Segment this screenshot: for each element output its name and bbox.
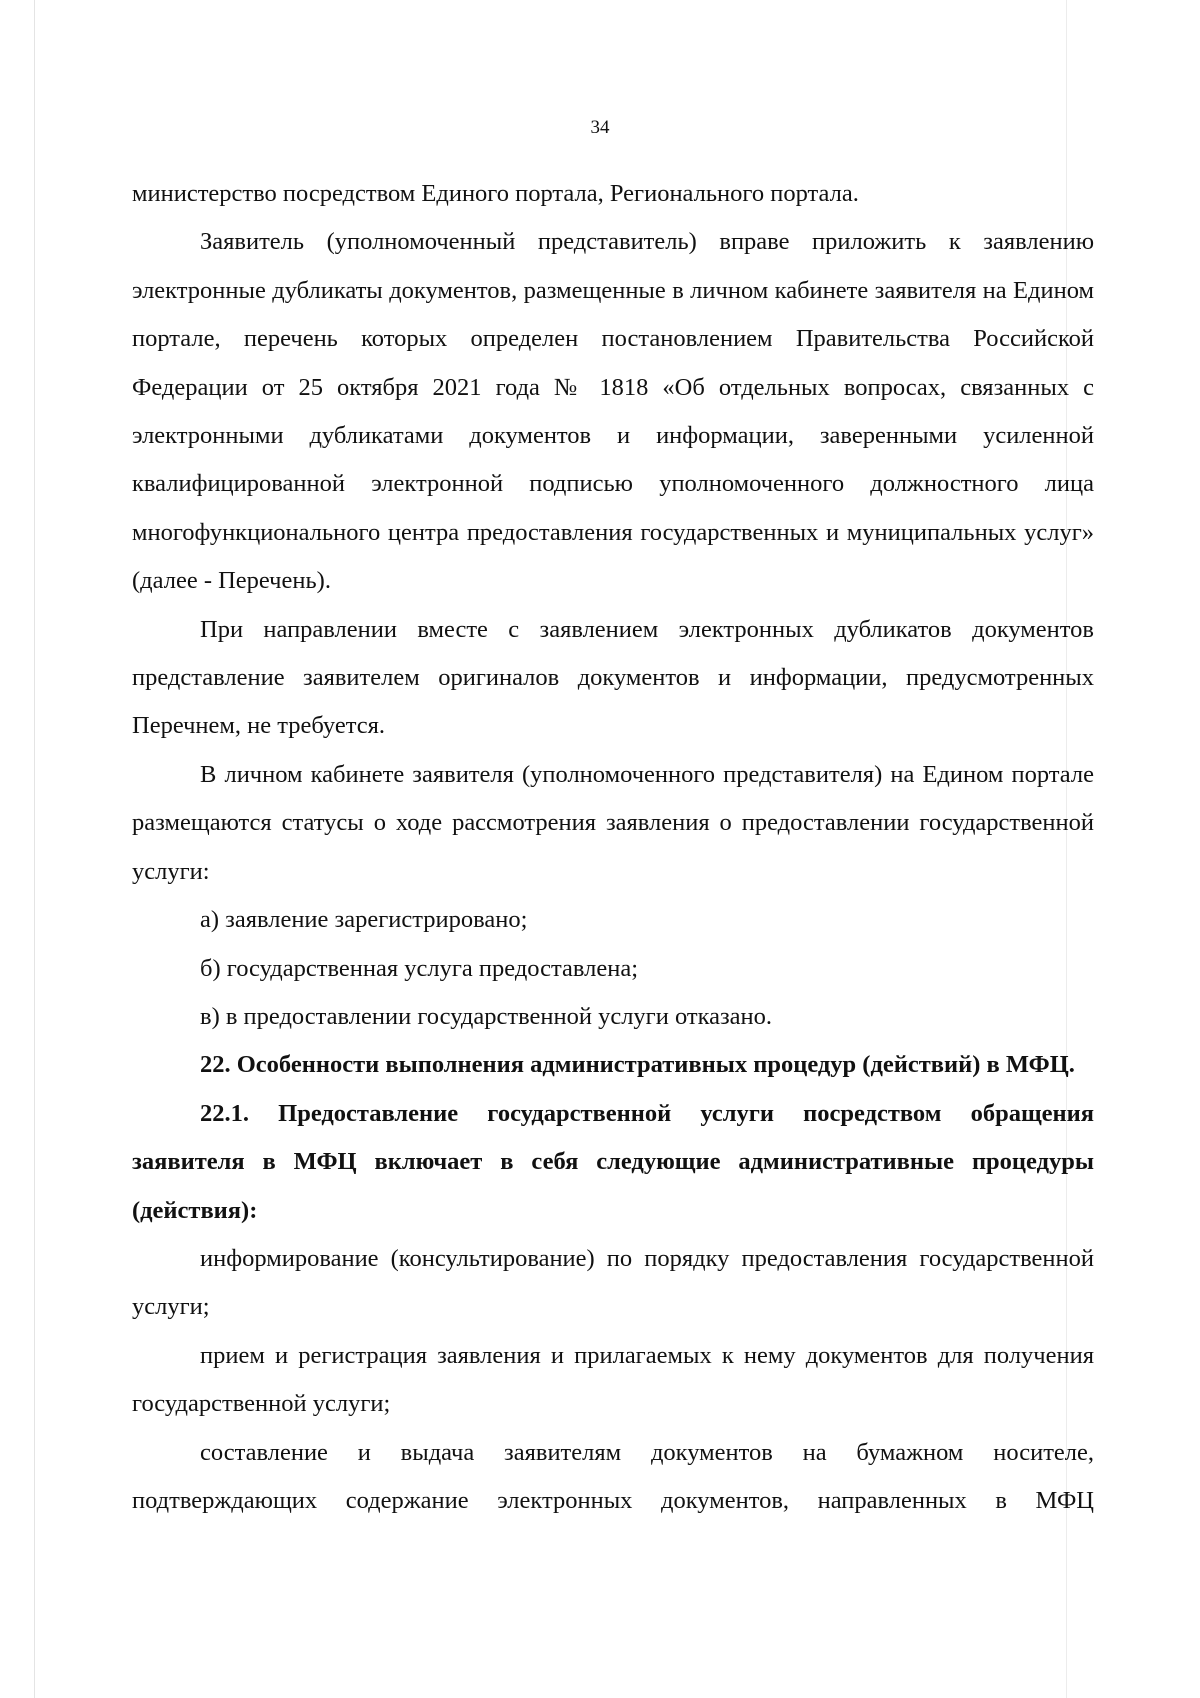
paragraph-electronic-duplicates: Заявитель (уполномоченный представитель) вправе приложить к заявлению электронные дубликаты документов, размещенные в личном кабинете заявителя на Едином портале, перечень которых определен постановлением Правительства Российской Федерации от 25 октября 2021 года № 1818 «Об отдельных вопросах, связанных с электронными дубликатами документов и информации, заверенными усиленной квалифицированной электронной подписью уполномоченного должностного лица многофункционального центра предоставления государственных и муниципальных услуг» (далее - Перечень). xyxy=(132,228,1094,595)
document-body xyxy=(132,170,1094,1525)
procedure-item-reception: прием и регистрация заявления и прилагаемых к нему документов для получения государственной услуги; xyxy=(132,1341,1094,1418)
procedure-item-issuance: составление и выдача заявителям документов на бумажном носителе, подтверждающих содержание электронных документов, направленных в МФЦ xyxy=(132,1438,1094,1514)
subsection-heading-22-1: 22.1. Предоставление государственной услуги посредством обращения заявителя в МФЦ включает в себя следующие административные процедуры (действия): xyxy=(132,1099,1094,1224)
paragraph-originals-not-required: При направлении вместе с заявлением электронных дубликатов документов представление заявителем оригиналов документов и информации, предусмотренных Перечнем, не требуется. xyxy=(132,615,1094,740)
scan-edge-left xyxy=(34,0,35,1698)
status-item-provided: б) государственная услуга предоставлена; xyxy=(200,954,639,982)
procedure-item-informing: информирование (консультирование) по порядку предоставления государственной услуги; xyxy=(132,1244,1094,1321)
status-item-refused: в) в предоставлении государственной услуги отказано. xyxy=(200,1002,773,1030)
page-number: 34 xyxy=(590,117,610,138)
status-item-registered: а) заявление зарегистрировано; xyxy=(200,906,528,934)
paragraph-continuation: министерство посредством Единого портала, Регионального портала. xyxy=(132,180,859,207)
paragraph-status-list-intro: В личном кабинете заявителя (уполномоченного представителя) на Едином портале размещаются статусы о ходе рассмотрения заявления о предоставлении государственной услуги: xyxy=(132,760,1094,885)
section-heading-22: 22. Особенности выполнения административных процедур (действий) в МФЦ. xyxy=(200,1051,1075,1079)
